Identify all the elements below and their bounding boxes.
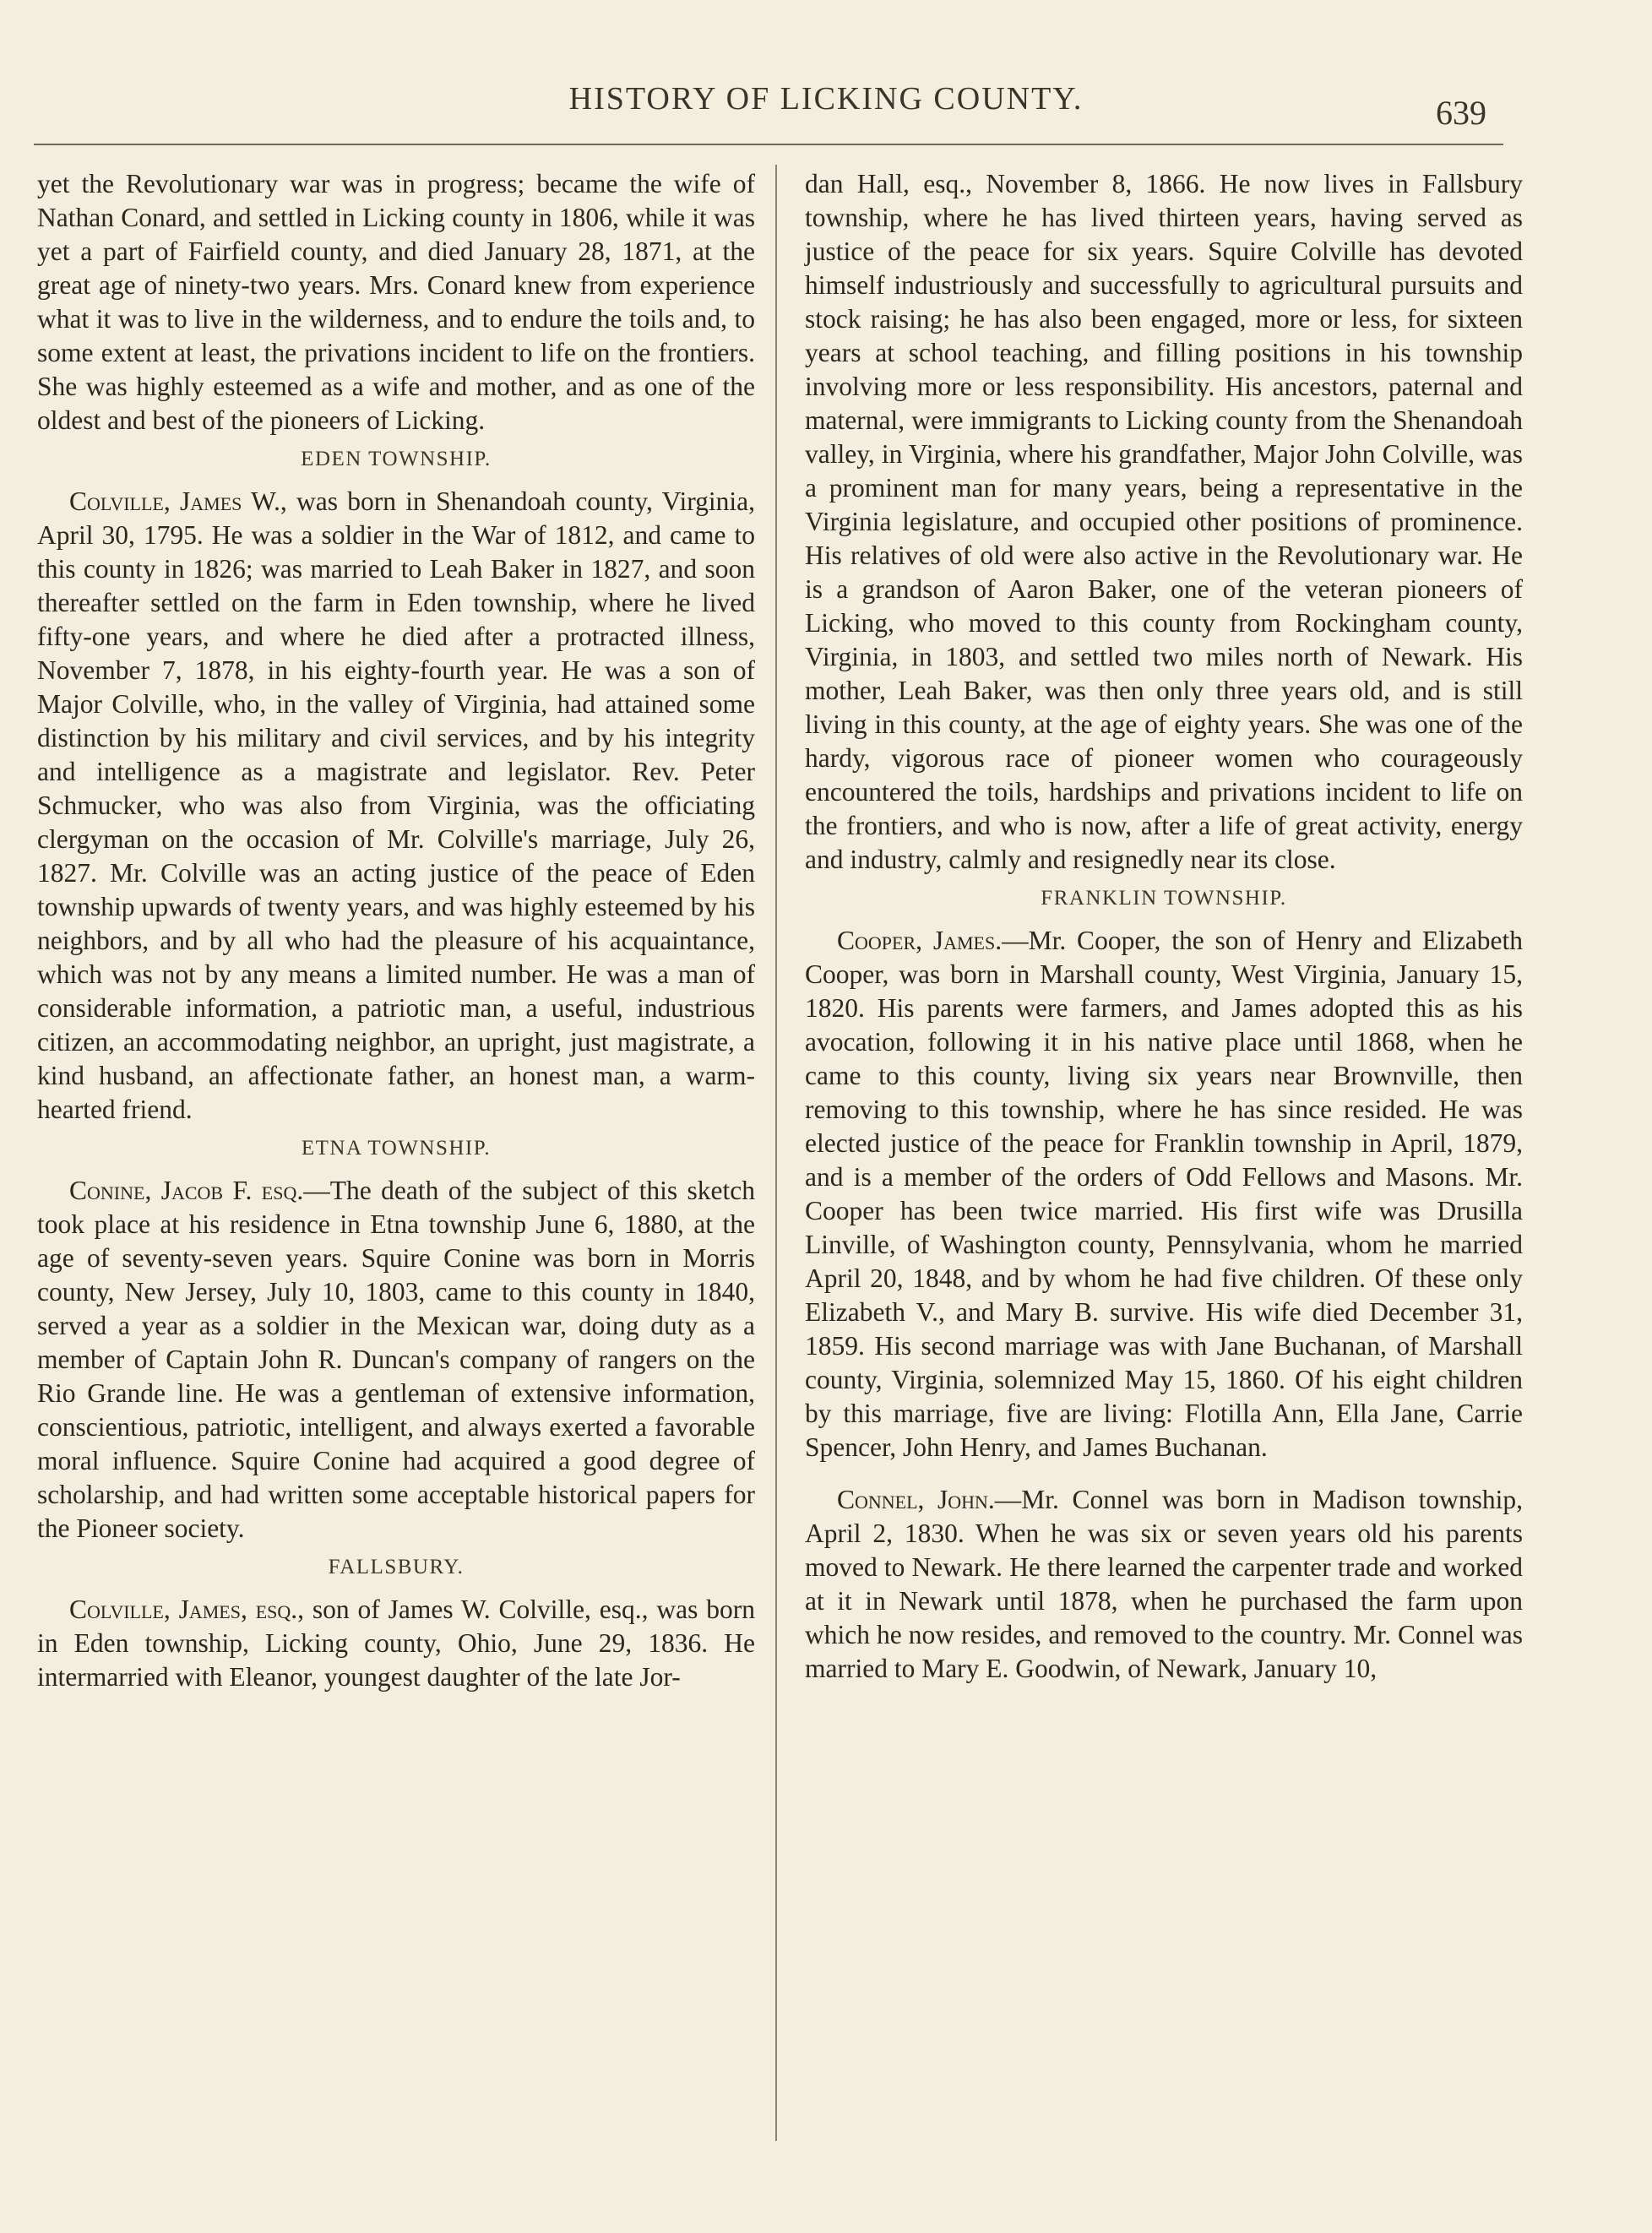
page-number: 639 [1436, 94, 1486, 132]
entry-colville-james-w [37, 485, 755, 1127]
entry-name: Conine, Jacob F. esq. [69, 1176, 304, 1205]
entry-text: —Mr. Cooper, the son of Henry and Elizabeth Cooper, was born in Marshall county, West Virginia, January 15, 1820. His parents were farmers, and James adopted this as his avocation, following it in his native place until 1868, when he came to this county, living six years near Brownville, then removing to this township, where he has since resided. He was elected justice of the peace for Franklin township in April, 1879, and is a member of the orders of Odd Fellows and Masons. Mr. Cooper has been twice married. His first wife was Drusilla Linville, of Washington county, Pennsylvania, whom he married April 20, 1848, and by whom he had five children. Of these only Elizabeth V., and Mary B. survive. His wife died December 31, 1859. His second marriage was with Jane Buchanan, of Marshall county, Virginia, solemnized May 15, 1860. Of his eight children by this marriage, five are living: Flotilla Ann, Ella Jane, Carrie Spencer, John Henry, and James Buchanan. [805, 926, 1523, 1462]
column-divider [775, 165, 777, 2141]
entry-conine-jacob [37, 1174, 755, 1546]
header-rule [34, 144, 1503, 145]
right-column [805, 167, 1523, 1686]
entry-name: Connel, John. [837, 1485, 995, 1514]
left-column [37, 167, 755, 1694]
entry-text: son of James W. Colville, esq., was born in Eden township, Licking county, Ohio, June 29, 1836. He intermarried with Eleanor, youngest daughter of the late Jor- [37, 1595, 756, 1692]
entry-name: Colville, James W., [69, 486, 287, 516]
intro-paragraph: yet the Revolutionary war was in progress; became the wife of Nathan Conard, and settled in Licking county in 1806, while it was yet a part of Fairfield county, and died January 28, 1871, at the great age of ninety-two years. Mrs. Conard knew from experience what it was to live in the wilderness, and to endure the toils and, to some extent at least, the privations incident to life on the frontiers. She was highly esteemed as a wife and mother, and as one of the oldest and best of the pioneers of Licking. [37, 169, 755, 435]
section-heading-eden: EDEN TOWNSHIP. [301, 448, 492, 470]
entry-text: —Mr. Connel was born in Madison township, April 2, 1830. When he was six or seven years old his parents moved to Newark. He there learned the carpenter trade and worked at it in Newark until 1878, when he purchased the farm upon which he now resides, and removed to the country. Mr. Connel was married to Mary E. Goodwin, of Newark, January 10, [805, 1485, 1523, 1683]
entry-name: Colville, James, esq., [69, 1595, 305, 1624]
section-heading-etna: ETNA TOWNSHIP. [301, 1137, 492, 1160]
running-title: HISTORY OF LICKING COUNTY. [568, 81, 1084, 117]
entry-connel-john [805, 1483, 1523, 1686]
section-heading-franklin: FRANKLIN TOWNSHIP. [1041, 887, 1287, 910]
section-heading-fallsbury: FALLSBURY. [328, 1556, 465, 1578]
entry-text: —The death of the subject of this sketch took place at his residence in Etna township June 6, 1880, at the age of seventy-seven years. Squire Conine was born in Morris county, New Jersey, July 10, 1803, came to this county in 1840, served a year as a soldier in the Mexican war, doing duty as a member of Captain John R. Duncan's company of rangers on the Rio Grande line. He was a gentleman of extensive information, conscientious, patriotic, intelligent, and always exerted a favorable moral influence. Squire Conine had acquired a good degree of scholarship, and had written some acceptable historical papers for the Pioneer society. [37, 1176, 755, 1543]
continuation-paragraph: dan Hall, esq., November 8, 1866. He now lives in Fallsbury township, where he has lived thirteen years, having served as justice of the peace for six years. Squire Colville has devoted himself industriously and successfully to agricultural pursuits and stock raising; he has also been engaged, more or less, for sixteen years at school teaching, and filling positions in his township involving more or less responsibility. His ancestors, paternal and maternal, were immigrants to Licking county from the Shenandoah valley, in Virginia, where his grandfather, Major John Colville, was a prominent man for many years, being a representative in the Virginia legislature, and occupied other positions of prominence. His relatives of old were also active in the Revolutionary war. He is a grandson of Aaron Baker, one of the veteran pioneers of Licking, who moved to this county from Rockingham county, Virginia, in 1803, and settled two miles north of Newark. His mother, Leah Baker, was then only three years old, and is still living in this county, at the age of eighty years. She was one of the hardy, vigorous race of pioneer women who courageously encountered the toils, hardships and privations incident to life on the frontiers, and who is now, after a life of great activity, energy and industry, calmly and resignedly near its close. [805, 169, 1523, 874]
entry-cooper-james [805, 924, 1523, 1464]
entry-colville-james [37, 1593, 755, 1694]
entry-text: was born in Shenandoah county, Virginia, April 30, 1795. He was a soldier in the War of 1812, and came to this county in 1826; was married to Leah Baker in 1827, and soon thereafter settled on the farm in Eden township, where he lived fifty-one years, and where he died after a protracted illness, November 7, 1878, in his eighty-fourth year. He was a son of Major Colville, who, in the valley of Virginia, had attained some distinction by his military and civil services, and by his integrity and intelligence as a magistrate and legislator. Rev. Peter Schmucker, who was also from Virginia, was the officiating clergyman on the occasion of Mr. Colville's marriage, July 26, 1827. Mr. Colville was an acting justice of the peace of Eden township upwards of twenty years, and was highly esteemed by his neighbors, and by all who had the pleasure of his acquaintance, which was not by any means a limited number. He was a man of considerable information, a patriotic man, a useful, industrious citizen, an accommodating neighbor, an upright, just magistrate, a kind husband, an affectionate father, an honest man, a warm-hearted friend. [37, 486, 755, 1124]
entry-name: Cooper, James. [837, 926, 1003, 955]
